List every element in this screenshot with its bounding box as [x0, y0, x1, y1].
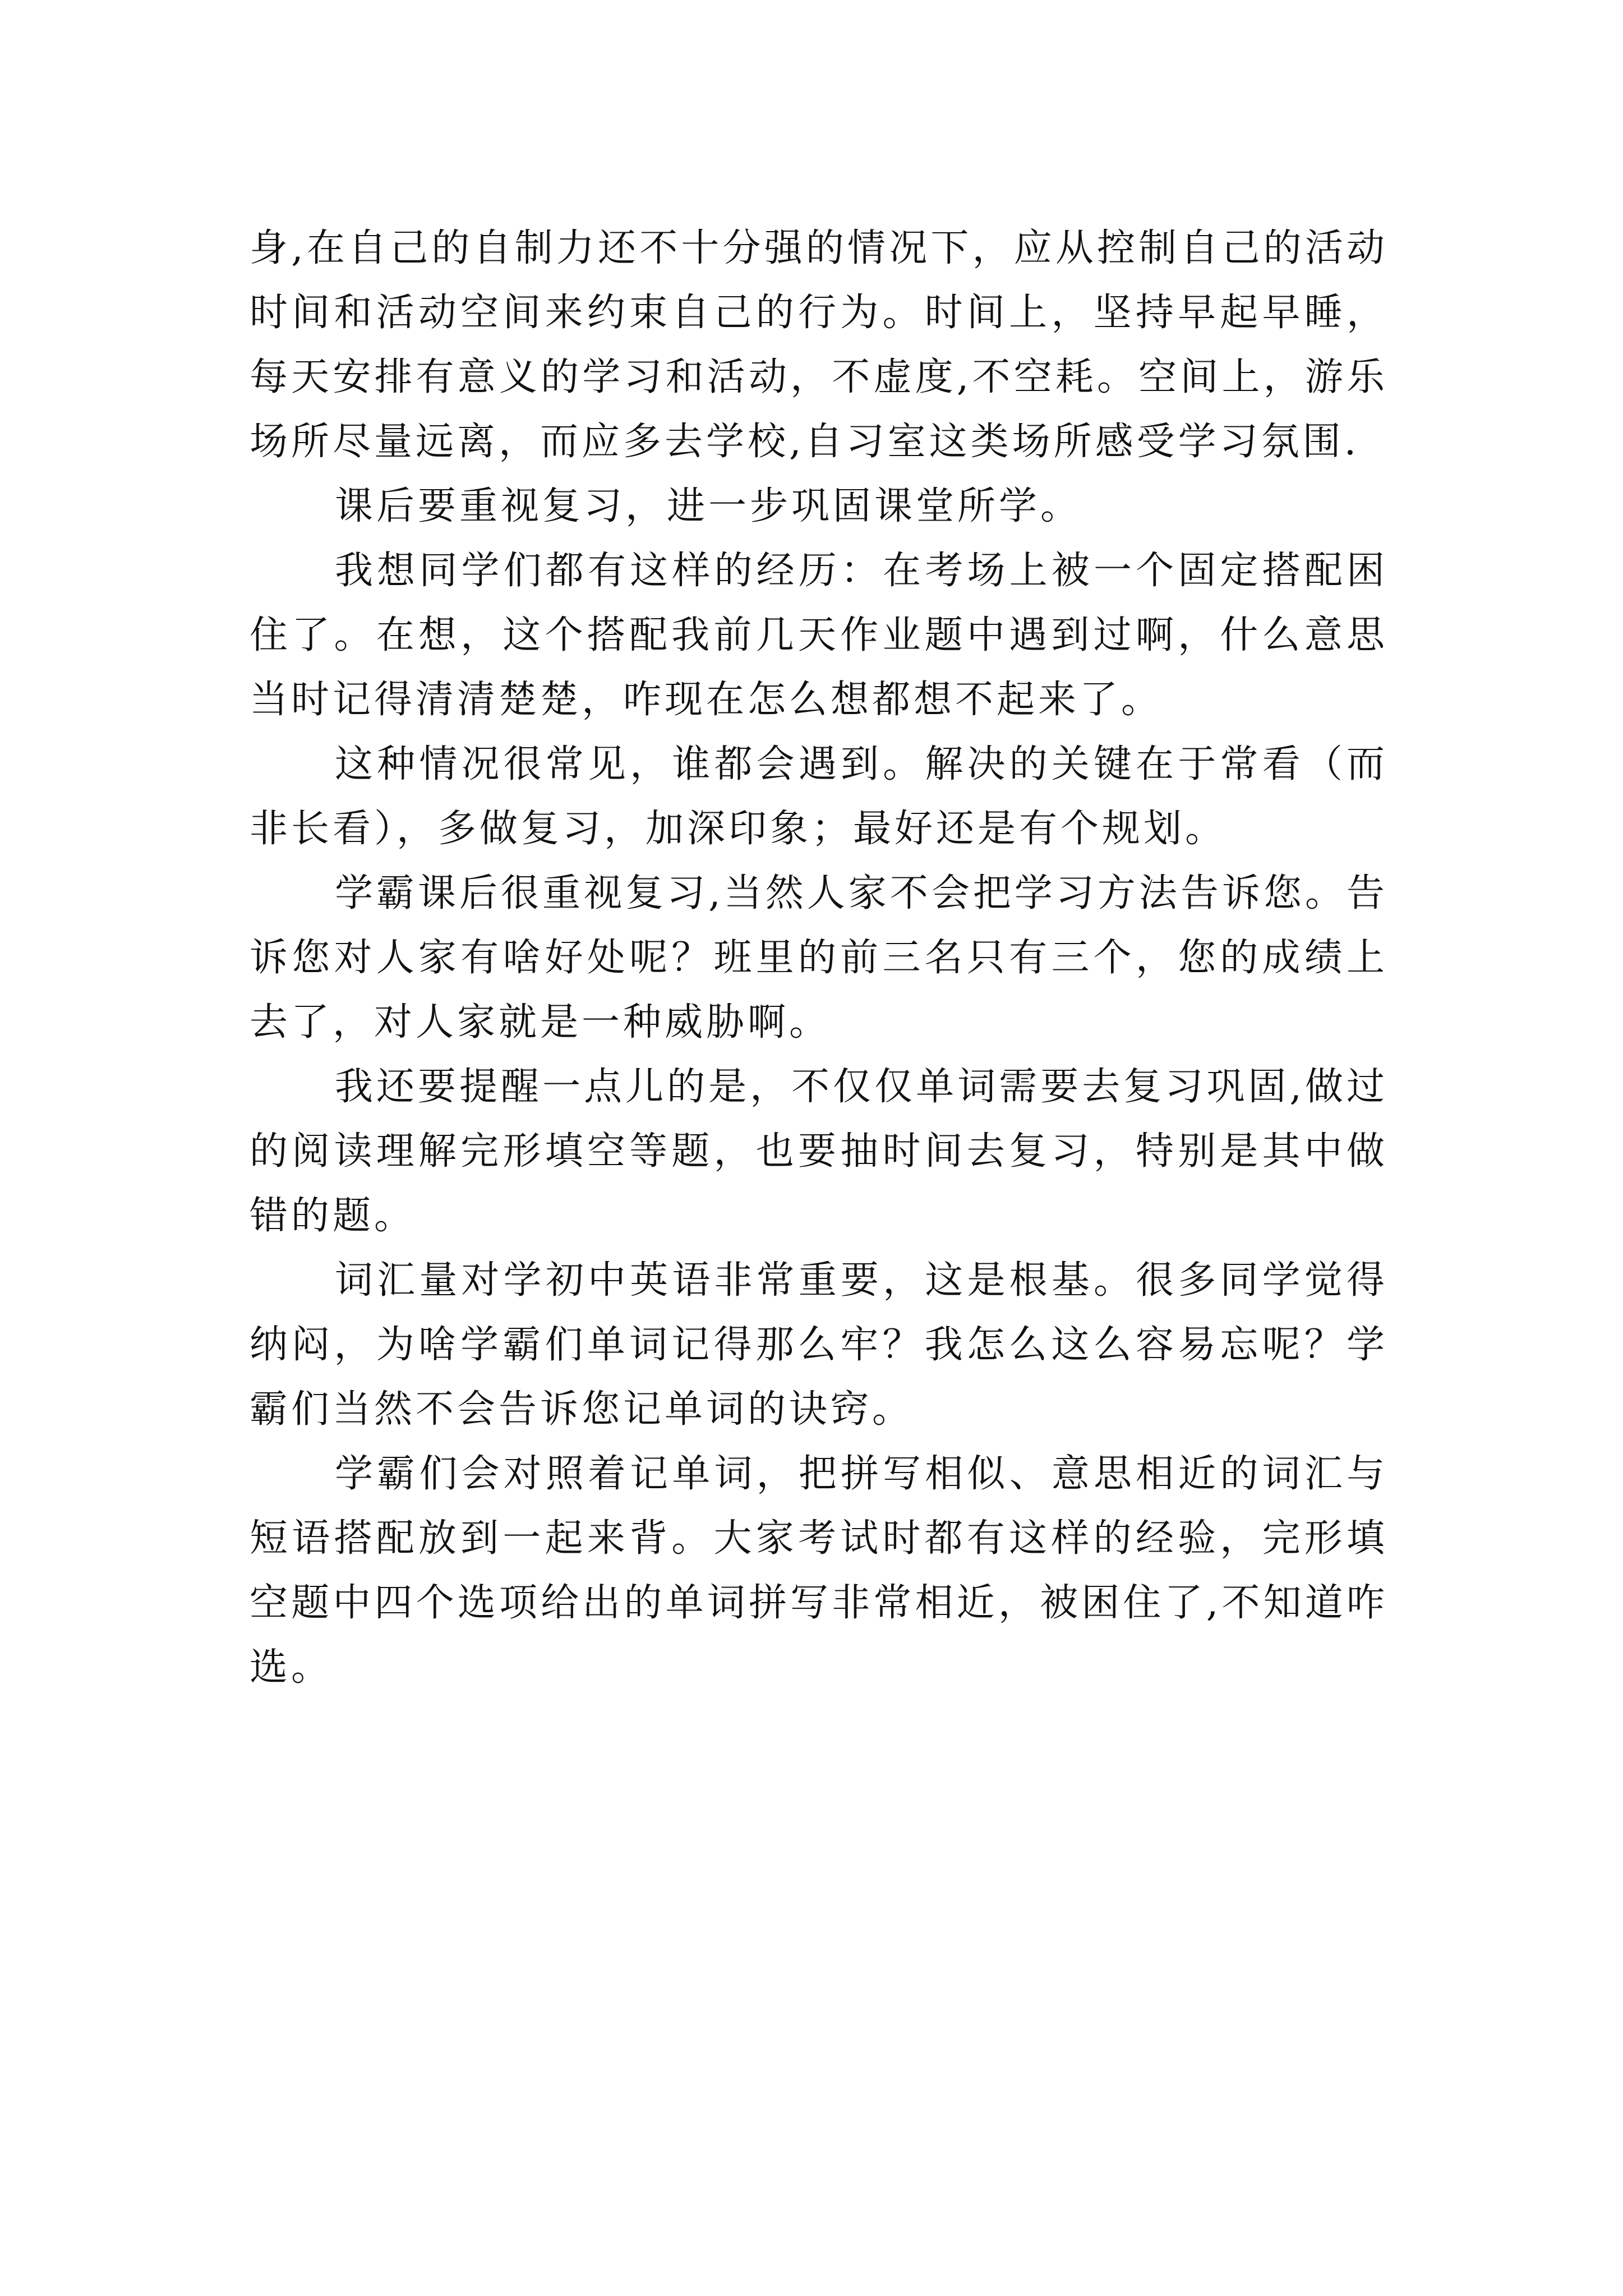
- paragraph: 我还要提醒一点儿的是，不仅仅单词需要去复习巩固,做过的阅读理解完形填空等题，也要抽时间去复习，特别是其中做错的题。: [250, 1065, 1388, 1238]
- paragraph: 这种情况很常见，谁都会遇到。解决的关键在于常看（而非长看），多做复习，加深印象；最好还是有个规划。: [250, 742, 1388, 851]
- paragraph: 课后要重视复习，进一步巩固课堂所学。: [335, 484, 1082, 528]
- paragraph-continued: 身,在自己的自制力还不十分强的情况下，应从控制自己的活动时间和活动空间来约束自己的行为。时间上，坚持早起早睡，每天安排有意义的学习和活动，不虚度,不空耗。空间上，游乐场所尽量远离，而应多去学校,自习室这类场所感受学习氛围.: [250, 226, 1388, 464]
- body-text: [250, 216, 1388, 1700]
- paragraph: 我想同学们都有这样的经历：在考场上被一个固定搭配困住了。在想，这个搭配我前几天作业题中遇到过啊，什么意思当时记得清清楚楚，咋现在怎么想都想不起来了。: [250, 549, 1388, 722]
- paragraph: 词汇量对学初中英语非常重要，这是根基。很多同学觉得纳闷，为啥学霸们单词记得那么牢？我怎么这么容易忘呢？学霸们当然不会告诉您记单词的诀窍。: [250, 1258, 1388, 1432]
- paragraph: 学霸课后很重视复习,当然人家不会把学习方法告诉您。告诉您对人家有啥好处呢？班里的前三名只有三个，您的成绩上去了，对人家就是一种威胁啊。: [250, 871, 1388, 1045]
- paragraph: 学霸们会对照着记单词，把拼写相似、意思相近的词汇与短语搭配放到一起来背。大家考试时都有这样的经验，完形填空题中四个选项给出的单词拼写非常相近，被困住了,不知道咋选。: [250, 1452, 1388, 1690]
